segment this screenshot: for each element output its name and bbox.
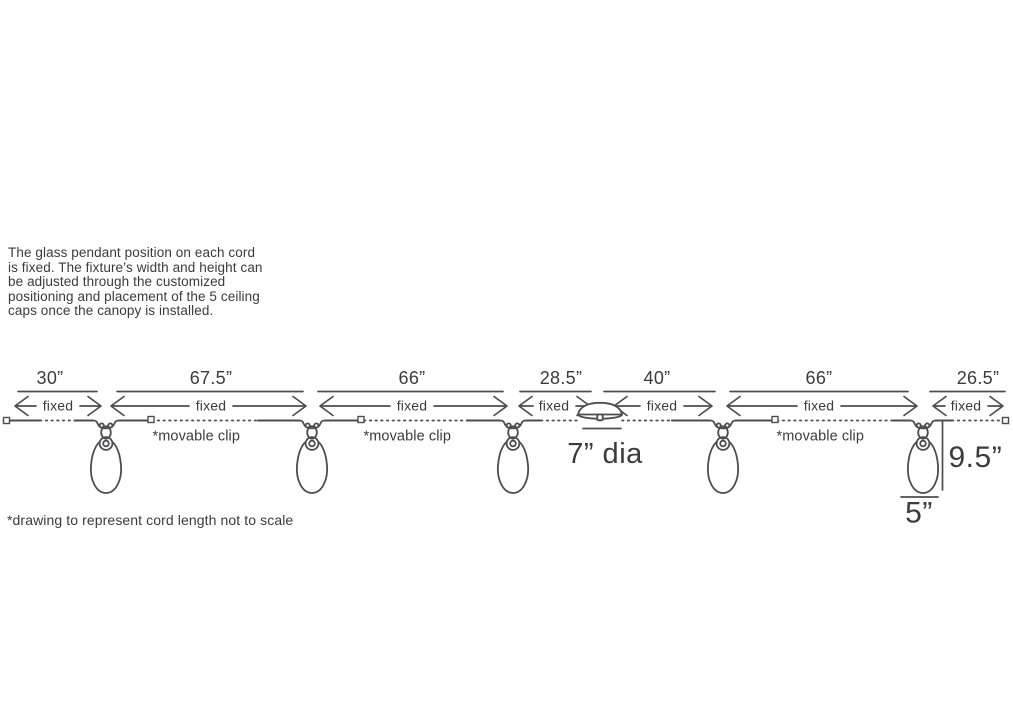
glass-pendant bbox=[91, 421, 121, 494]
section-measurement: 67.5” bbox=[189, 368, 233, 388]
section-5 bbox=[604, 368, 715, 416]
canopy-diameter-label: 7” dia bbox=[567, 438, 643, 470]
pendant-height-label: 9.5” bbox=[948, 441, 1003, 474]
movable-clip bbox=[358, 417, 364, 423]
movable-clip-note: *movable clip bbox=[152, 428, 241, 445]
section-6 bbox=[727, 368, 917, 445]
movable-clip bbox=[148, 417, 154, 423]
description-line: is fixed. The fixture’s width and height can bbox=[8, 259, 263, 275]
section-7 bbox=[930, 368, 1005, 416]
fixed-label: fixed bbox=[950, 397, 982, 414]
pendant-height-callout bbox=[943, 421, 1003, 490]
description-line: caps once the canopy is installed. bbox=[8, 303, 214, 318]
fixed-label: fixed bbox=[538, 397, 570, 414]
fixed-label: fixed bbox=[646, 397, 678, 414]
glass-pendant bbox=[297, 421, 327, 494]
footnote: *drawing to represent cord length not to scale bbox=[7, 512, 294, 528]
section-measurement: 40” bbox=[643, 368, 671, 388]
section-1 bbox=[15, 368, 101, 416]
description-line: be adjusted through the customized bbox=[8, 274, 226, 289]
section-measurement: 66” bbox=[805, 368, 833, 388]
fixed-label: fixed bbox=[42, 397, 74, 414]
section-3 bbox=[318, 368, 507, 445]
cord-end-cap bbox=[4, 418, 10, 424]
glass-pendant bbox=[908, 421, 938, 494]
cord-end-cap bbox=[1003, 418, 1009, 424]
description-line: positioning and placement of the 5 ceiling bbox=[8, 288, 260, 304]
description-line: The glass pendant position on each cord bbox=[8, 245, 256, 260]
fixed-label: fixed bbox=[195, 397, 227, 414]
glass-pendant bbox=[498, 421, 528, 494]
cord bbox=[4, 417, 1009, 424]
section-measurement: 28.5” bbox=[539, 368, 583, 388]
fixed-label: fixed bbox=[396, 397, 428, 414]
canopy-knob bbox=[597, 415, 602, 421]
movable-clip-note: *movable clip bbox=[776, 428, 865, 445]
canopy bbox=[567, 403, 643, 470]
pendant-width-callout bbox=[901, 497, 938, 530]
section-2 bbox=[111, 368, 306, 445]
pendant-width-label: 5” bbox=[905, 496, 933, 530]
movable-clip-note: *movable clip bbox=[363, 428, 452, 445]
glass-pendant bbox=[708, 421, 738, 494]
section-measurement: 66” bbox=[398, 368, 426, 388]
section-measurement: 26.5” bbox=[956, 368, 1000, 388]
section-measurement: 30” bbox=[36, 368, 64, 388]
fixed-label: fixed bbox=[803, 397, 835, 414]
movable-clip bbox=[772, 417, 778, 423]
